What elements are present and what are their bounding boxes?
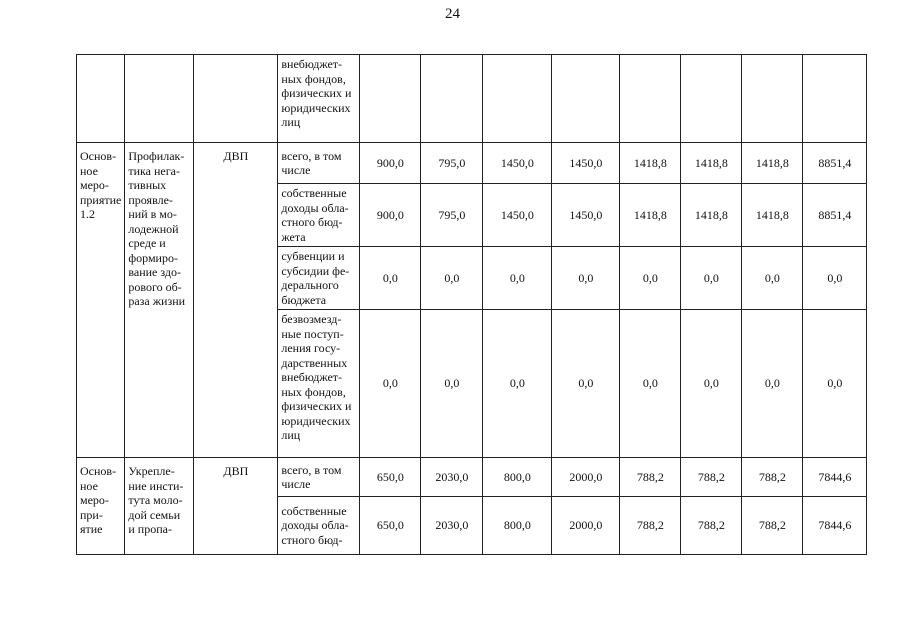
value-cell: 1418,8 xyxy=(742,143,803,184)
value-cell: 0,0 xyxy=(803,310,867,458)
value-cell: 800,0 xyxy=(483,458,552,497)
value-cell: 0,0 xyxy=(681,310,742,458)
table-row xyxy=(77,458,867,497)
value-cell: 900,0 xyxy=(360,143,421,184)
value-cell xyxy=(421,55,483,143)
funding-source-cell xyxy=(278,143,360,184)
value-cell: 0,0 xyxy=(742,247,803,310)
value-cell: 650,0 xyxy=(360,458,421,497)
event-type: Основ- ное меро- приятие 1.2 xyxy=(80,149,122,221)
funding-source: собственные доходы обла- стного бюд- жета xyxy=(281,186,349,244)
value-cell: 788,2 xyxy=(681,458,742,497)
empty-cell xyxy=(77,55,125,143)
value-cell: 8851,4 xyxy=(803,184,867,247)
value-cell: 1418,8 xyxy=(620,143,681,184)
budget-table xyxy=(76,54,867,555)
value-cell xyxy=(552,55,620,143)
funding-source: субвенции и субсидии фе- дерального бюджета xyxy=(281,249,350,307)
value-cell: 2030,0 xyxy=(421,458,483,497)
funding-source: внебюджет- ных фондов, физических и юридических лиц xyxy=(281,57,352,129)
value-cell: 788,2 xyxy=(742,458,803,497)
value-cell: 0,0 xyxy=(360,310,421,458)
event-type: Основ- ное меро- при- ятие xyxy=(80,464,117,536)
funding-source-cell xyxy=(278,458,360,497)
empty-cell xyxy=(125,55,194,143)
value-cell: 1450,0 xyxy=(552,143,620,184)
value-cell xyxy=(620,55,681,143)
value-cell: 0,0 xyxy=(803,247,867,310)
funding-source-cell xyxy=(278,55,360,143)
value-cell: 1418,8 xyxy=(681,143,742,184)
value-cell: 795,0 xyxy=(421,143,483,184)
funding-source-cell xyxy=(278,497,360,555)
funding-source-cell xyxy=(278,247,360,310)
value-cell: 650,0 xyxy=(360,497,421,555)
funding-source: всего, в том числе xyxy=(281,148,342,177)
funding-source: собственные доходы обла- стного бюд- xyxy=(281,503,349,547)
value-cell: 1418,8 xyxy=(681,184,742,247)
value-cell: 1450,0 xyxy=(483,184,552,247)
event-name: Укрепле- ние инсти- тута моло- дой семьи и пропа- xyxy=(128,464,184,536)
table-row xyxy=(77,143,867,184)
value-cell: 0,0 xyxy=(552,310,620,458)
executor-cell xyxy=(194,458,278,555)
value-cell xyxy=(681,55,742,143)
empty-cell xyxy=(194,55,278,143)
value-cell: 0,0 xyxy=(421,247,483,310)
funding-source: безвозмезд- ные поступ- ления госу- дарственных внебюджет- ных фондов, физических и юридических лиц xyxy=(281,312,352,442)
event-type-cell xyxy=(77,458,125,555)
value-cell: 800,0 xyxy=(483,497,552,555)
executor-cell xyxy=(194,143,278,458)
funding-source: всего, в том числе xyxy=(281,462,342,491)
value-cell: 2030,0 xyxy=(421,497,483,555)
event-name: Профилак- тика нега- тивных проявле- ний в мо- лодежной среде и формиро- вание здо- рового об- раза жизни xyxy=(128,149,186,308)
value-cell: 1418,8 xyxy=(620,184,681,247)
value-cell xyxy=(803,55,867,143)
value-cell: 788,2 xyxy=(742,497,803,555)
executor: ДВП xyxy=(223,149,249,163)
executor: ДВП xyxy=(223,464,249,478)
event-name-cell xyxy=(125,458,194,555)
event-type-cell xyxy=(77,143,125,458)
value-cell: 2000,0 xyxy=(552,458,620,497)
value-cell: 2000,0 xyxy=(552,497,620,555)
value-cell: 0,0 xyxy=(483,310,552,458)
value-cell: 795,0 xyxy=(421,184,483,247)
value-cell xyxy=(360,55,421,143)
value-cell: 0,0 xyxy=(421,310,483,458)
value-cell: 1418,8 xyxy=(742,184,803,247)
value-cell: 8851,4 xyxy=(803,143,867,184)
value-cell: 0,0 xyxy=(742,310,803,458)
value-cell: 7844,6 xyxy=(803,497,867,555)
value-cell xyxy=(483,55,552,143)
value-cell: 7844,6 xyxy=(803,458,867,497)
value-cell: 0,0 xyxy=(620,247,681,310)
page-number: 24 xyxy=(445,6,460,22)
table-row xyxy=(77,55,867,143)
value-cell: 0,0 xyxy=(681,247,742,310)
funding-source-cell xyxy=(278,310,360,458)
value-cell: 788,2 xyxy=(620,458,681,497)
table-body xyxy=(77,55,867,555)
value-cell: 0,0 xyxy=(552,247,620,310)
value-cell: 0,0 xyxy=(483,247,552,310)
value-cell: 0,0 xyxy=(620,310,681,458)
value-cell: 1450,0 xyxy=(552,184,620,247)
funding-source-cell xyxy=(278,184,360,247)
value-cell xyxy=(742,55,803,143)
value-cell: 788,2 xyxy=(620,497,681,555)
event-name-cell xyxy=(125,143,194,458)
value-cell: 0,0 xyxy=(360,247,421,310)
value-cell: 900,0 xyxy=(360,184,421,247)
value-cell: 788,2 xyxy=(681,497,742,555)
value-cell: 1450,0 xyxy=(483,143,552,184)
